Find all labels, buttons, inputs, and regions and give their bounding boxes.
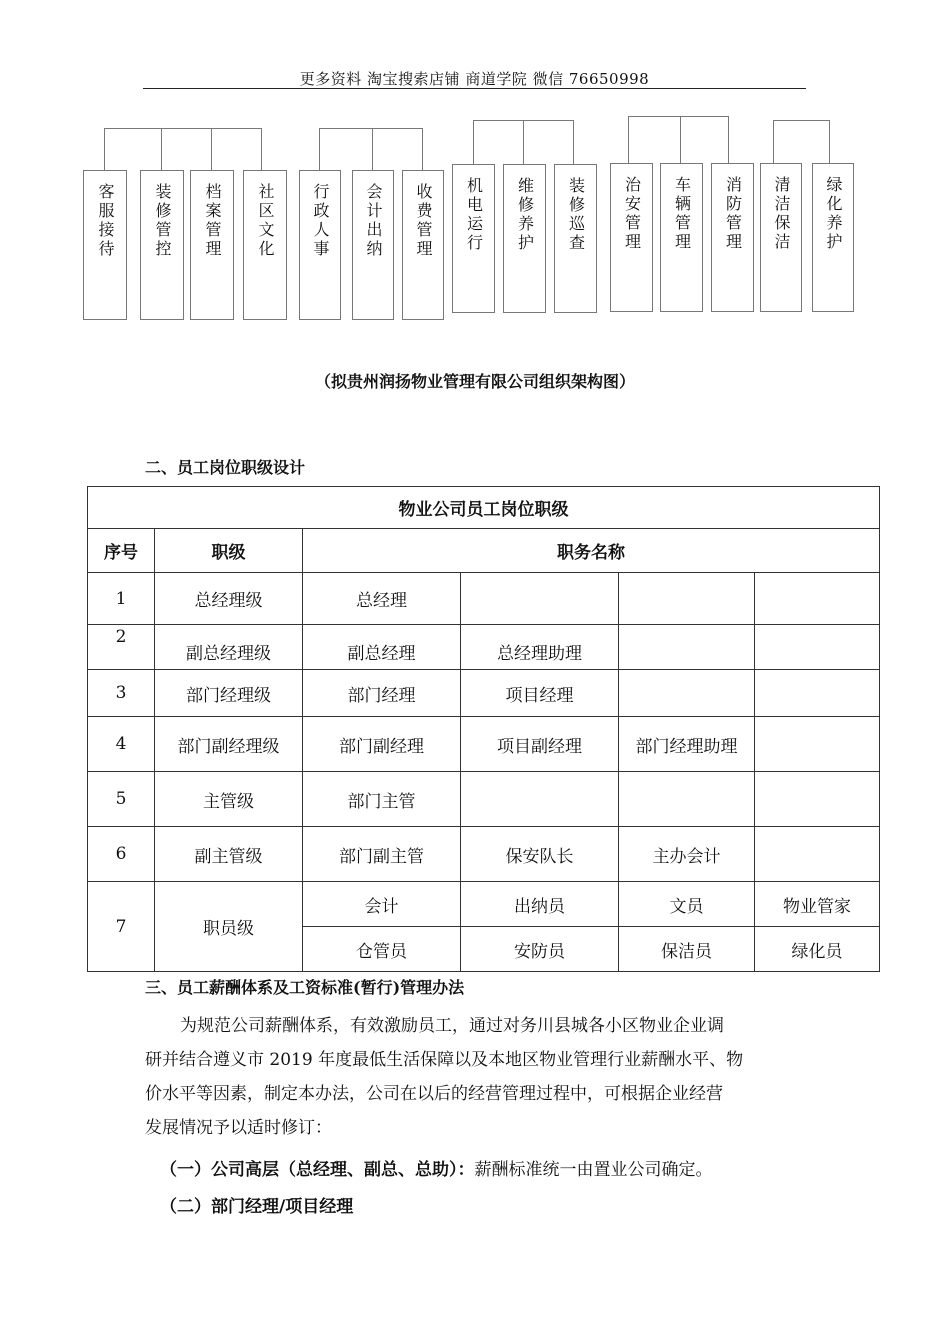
item-2-label: （二）部门经理/项目经理 xyxy=(160,1197,354,1217)
item-1 xyxy=(160,1155,713,1180)
cell-duty: 会计 xyxy=(303,882,461,927)
page-header-text: 更多资料 淘宝搜索店铺 商道学院 微信 76650998 xyxy=(299,70,650,88)
org-box-maintenance: 维修养护 xyxy=(503,164,546,313)
cell-duty: 部门经理 xyxy=(303,670,461,717)
cell-duty: 文员 xyxy=(619,882,755,927)
org-chart-caption: （拟贵州润扬物业管理有限公司组织架构图） xyxy=(314,372,635,391)
org-box-vehicle-management: 车辆管理 xyxy=(660,163,703,312)
org-box-renovation-inspection: 装修巡查 xyxy=(554,164,597,313)
org-connector xyxy=(523,120,524,164)
paragraph-line: 发展情况予以适时修订： xyxy=(145,1118,332,1138)
cell-duty xyxy=(619,772,755,827)
cell-grade: 副主管级 xyxy=(155,827,303,882)
org-box-admin-hr: 行政人事 xyxy=(299,170,341,320)
cell-duty xyxy=(755,625,880,670)
org-connector xyxy=(319,128,423,170)
table-row xyxy=(88,670,880,717)
org-box-greening: 绿化养护 xyxy=(812,163,854,312)
item-1-label: （一）公司高层（总经理、副总、总助）： xyxy=(160,1160,475,1180)
cell-duty xyxy=(755,670,880,717)
org-connector xyxy=(161,128,212,170)
cell-duty: 总经理助理 xyxy=(461,625,619,670)
header-no: 序号 xyxy=(88,529,155,573)
cell-duty xyxy=(755,827,880,882)
cell-duty: 副总经理 xyxy=(303,625,461,670)
cell-duty: 项目经理 xyxy=(461,670,619,717)
cell-duty xyxy=(461,772,619,827)
org-connector xyxy=(680,116,681,163)
org-box-fee-management: 收费管理 xyxy=(402,170,444,320)
cell-duty: 安防员 xyxy=(461,927,619,972)
cell-duty xyxy=(755,573,880,625)
table-row xyxy=(88,625,880,670)
cell-no: 1 xyxy=(88,573,155,625)
cell-duty xyxy=(461,573,619,625)
org-box-fire-management: 消防管理 xyxy=(711,163,754,312)
cell-grade: 副总经理级 xyxy=(155,625,303,670)
org-box-mechanical-electrical: 机电运行 xyxy=(452,164,495,313)
cell-no: 6 xyxy=(88,827,155,882)
cell-duty: 保安队长 xyxy=(461,827,619,882)
cell-duty: 部门主管 xyxy=(303,772,461,827)
table-row xyxy=(88,827,880,882)
cell-grade: 主管级 xyxy=(155,772,303,827)
cell-duty: 部门副主管 xyxy=(303,827,461,882)
job-grade-table xyxy=(87,486,880,972)
cell-duty: 项目副经理 xyxy=(461,717,619,772)
cell-duty: 出纳员 xyxy=(461,882,619,927)
item-1-text: 薪酬标准统一由置业公司确定。 xyxy=(474,1160,713,1180)
org-box-community-culture: 社区文化 xyxy=(243,170,287,320)
cell-duty: 仓管员 xyxy=(303,927,461,972)
cell-no: 2 xyxy=(88,625,155,670)
paragraph-line: 价水平等因素，制定本办法，公司在以后的经营管理过程中，可根据企业经营 xyxy=(145,1084,723,1104)
header-rule xyxy=(143,88,806,89)
cell-no: 3 xyxy=(88,670,155,717)
cell-duty xyxy=(619,573,755,625)
cell-duty: 物业管家 xyxy=(755,882,880,927)
table-row xyxy=(88,882,880,927)
org-connector xyxy=(628,116,729,163)
cell-duty: 部门经理助理 xyxy=(619,717,755,772)
cell-duty xyxy=(755,717,880,772)
cell-grade: 部门副经理级 xyxy=(155,717,303,772)
org-box-archive-management: 档案管理 xyxy=(190,170,234,320)
cell-duty xyxy=(755,772,880,827)
org-box-customer-service: 客服接待 xyxy=(83,170,127,320)
cell-duty xyxy=(619,625,755,670)
cell-grade: 总经理级 xyxy=(155,573,303,625)
table-row xyxy=(88,573,880,625)
cell-grade: 职员级 xyxy=(155,882,303,972)
header-duties: 职务名称 xyxy=(303,529,880,573)
section-3-title: 三、员工薪酬体系及工资标准(暂行)管理办法 xyxy=(145,978,465,997)
cell-duty xyxy=(619,670,755,717)
org-box-cleaning: 清洁保洁 xyxy=(760,163,802,312)
table-row xyxy=(88,772,880,827)
cell-no: 7 xyxy=(88,882,155,972)
table-title: 物业公司员工岗位职级 xyxy=(88,487,880,529)
org-connector xyxy=(773,120,830,163)
header-grade: 职级 xyxy=(155,529,303,573)
section-2-title: 二、员工岗位职级设计 xyxy=(145,458,306,477)
table-row xyxy=(88,717,880,772)
org-connector xyxy=(372,128,373,170)
paragraph-line: 为规范公司薪酬体系，有效激励员工，通过对务川县城各小区物业企业调 xyxy=(180,1016,724,1036)
cell-duty: 主办会计 xyxy=(619,827,755,882)
cell-duty: 部门副经理 xyxy=(303,717,461,772)
cell-no: 4 xyxy=(88,717,155,772)
org-box-security-management: 治安管理 xyxy=(610,163,653,312)
cell-duty: 绿化员 xyxy=(755,927,880,972)
cell-no: 5 xyxy=(88,772,155,827)
org-box-accounting-cashier: 会计出纳 xyxy=(352,170,394,320)
cell-duty: 总经理 xyxy=(303,573,461,625)
paragraph-line: 研并结合遵义市 2019 年度最低生活保障以及本地区物业管理行业薪酬水平、物 xyxy=(145,1050,744,1070)
org-box-renovation-control: 装修管控 xyxy=(140,170,184,320)
cell-grade: 部门经理级 xyxy=(155,670,303,717)
cell-duty: 保洁员 xyxy=(619,927,755,972)
